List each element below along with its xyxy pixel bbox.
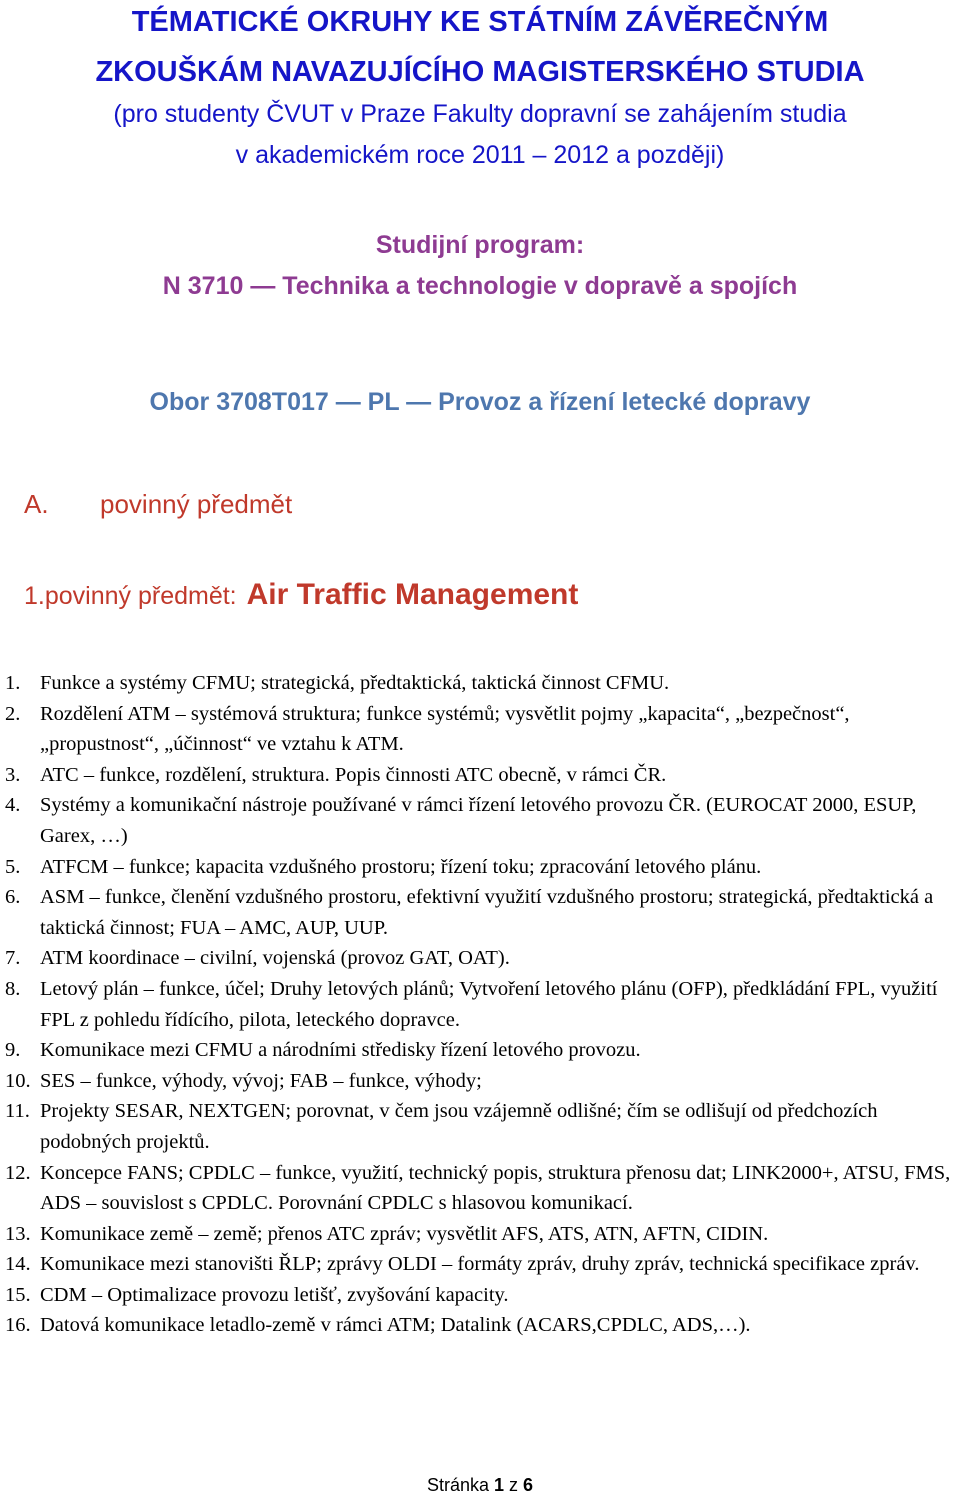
- topic-number: 5.: [5, 855, 21, 878]
- list-item: [5, 1096, 960, 1157]
- topic-text: Datová komunikace letadlo-země v rámci ATM; Datalink (ACARS,CPDLC, ADS,…).: [40, 1314, 751, 1337]
- topic-number: 13.: [5, 1222, 31, 1245]
- topic-number: 4.: [5, 794, 21, 817]
- list-item: [5, 668, 960, 699]
- list-item: [5, 852, 960, 883]
- document-subtitle-line-1: (pro studenty ČVUT v Praze Fakulty dopravní se zahájením studia: [113, 100, 847, 128]
- topic-text: Projekty SESAR, NEXTGEN; porovnat, v čem jsou vzájemně odlišné; čím se odlišují od předchozích podobných projektů.: [40, 1100, 878, 1153]
- list-item: [5, 974, 960, 1035]
- topic-text: Koncepce FANS; CPDLC – funkce, využití, technický popis, struktura přenosu dat; LINK2000+, ATSU, FMS, ADS – souvislost s CPDLC. Porovnání CPDLC s hlasovou komunikací.: [40, 1161, 951, 1215]
- topic-text: Letový plán – funkce, účel; Druhy letových plánů; Vytvoření letového plánu (OFP), předkládání FPL, využití FPL z pohledu řídícího, pilota, leteckého dopravce.: [40, 977, 938, 1031]
- topic-number: 10.: [5, 1069, 31, 1092]
- list-item: [5, 760, 960, 791]
- program-name: N 3710 — Technika a technologie v dopravě a spojích: [162, 272, 798, 300]
- topic-text: ATFCM – funkce; kapacita vzdušného prostoru; řízení toku; zpracování letového plánu.: [40, 855, 762, 878]
- list-item: [5, 1158, 960, 1219]
- subject-heading: [24, 578, 578, 613]
- topic-number: 3.: [5, 763, 21, 786]
- topic-number: 1.: [5, 672, 21, 694]
- document-title-line-2: ZKOUŠKÁM NAVAZUJÍCÍHO MAGISTERSKÉHO STUDIA: [95, 56, 865, 88]
- topic-text: Systémy a komunikační nástroje používané v rámci řízení letového provozu ČR. (EUROCAT 2000, ESUP, Garex, …): [40, 794, 917, 847]
- topic-text: Rozdělení ATM – systémová struktura; funkce systémů; vysvětlit pojmy „kapacita“, „bezpečnost“, „propustnost“, „účinnost“ ve vztahu k ATM.: [40, 702, 850, 756]
- topic-text: Funkce a systémy CFMU; strategická, předtaktická, taktická činnost CFMU.: [40, 672, 670, 694]
- section-heading: [24, 488, 292, 520]
- subject-prefix: 1.povinný předmět:: [24, 582, 237, 610]
- topic-number: 2.: [5, 702, 21, 725]
- list-item: [5, 1310, 960, 1341]
- footer-of: z: [509, 1475, 519, 1495]
- topic-text: Komunikace mezi CFMU a národními středisky řízení letového provozu.: [40, 1039, 641, 1062]
- document-subtitle-line-2: v akademickém roce 2011 – 2012 a později): [235, 141, 725, 169]
- topic-number: 12.: [5, 1161, 31, 1184]
- topic-number: 14.: [5, 1253, 31, 1276]
- program-label: Studijní program:: [375, 231, 585, 259]
- topic-text: ASM – funkce, členění vzdušného prostoru, efektivní využití vzdušného prostoru; strategická, předtaktická a taktická činnost; FUA – AMC, AUP, UUP.: [40, 886, 934, 939]
- list-item: [5, 699, 960, 760]
- footer-page-number: 1: [494, 1475, 505, 1495]
- page-footer: [0, 1474, 960, 1496]
- topic-text: SES – funkce, výhody, vývoj; FAB – funkce, výhody;: [40, 1069, 482, 1092]
- footer-page-total: 6: [523, 1475, 534, 1495]
- topic-number: 6.: [5, 886, 21, 909]
- list-item: [5, 1280, 960, 1311]
- list-item: [5, 1035, 960, 1066]
- topic-number: 8.: [5, 977, 21, 1000]
- list-item: [5, 1219, 960, 1250]
- topic-text: Komunikace mezi stanovišti ŘLP; zprávy OLDI – formáty zpráv, druhy zpráv, technická specifikace zpráv.: [40, 1253, 920, 1276]
- topic-text: CDM – Optimalizace provozu letišť, zvyšování kapacity.: [40, 1283, 509, 1306]
- topic-text: ATC – funkce, rozdělení, struktura. Popis činnosti ATC obecně, v rámci ČR.: [40, 763, 667, 786]
- topic-number: 16.: [5, 1314, 31, 1337]
- topic-number: 9.: [5, 1039, 21, 1062]
- topic-text: ATM koordinace – civilní, vojenská (provoz GAT, OAT).: [40, 947, 510, 970]
- list-item: [5, 882, 960, 943]
- footer-label: Stránka: [426, 1475, 489, 1495]
- topic-text: Komunikace země – země; přenos ATC zpráv; vysvětlit AFS, ATS, ATN, AFTN, CIDIN.: [40, 1222, 769, 1245]
- obor-heading: Obor 3708T017 — PL — Provoz a řízení letecké dopravy: [149, 388, 811, 416]
- list-item: [5, 1249, 960, 1280]
- list-item: [5, 943, 960, 974]
- list-item: [5, 1066, 960, 1097]
- topic-number: 11.: [5, 1100, 30, 1123]
- topic-list: [5, 668, 960, 1341]
- topic-number: 15.: [5, 1283, 31, 1306]
- section-letter: A.: [24, 489, 49, 519]
- section-title: povinný předmět: [100, 489, 293, 519]
- list-item: [5, 790, 960, 851]
- topic-number: 7.: [5, 947, 21, 970]
- document-title-line-1: TÉMATICKÉ OKRUHY KE STÁTNÍM ZÁVĚREČNÝM: [131, 6, 829, 38]
- subject-name: Air Traffic Management: [246, 578, 579, 611]
